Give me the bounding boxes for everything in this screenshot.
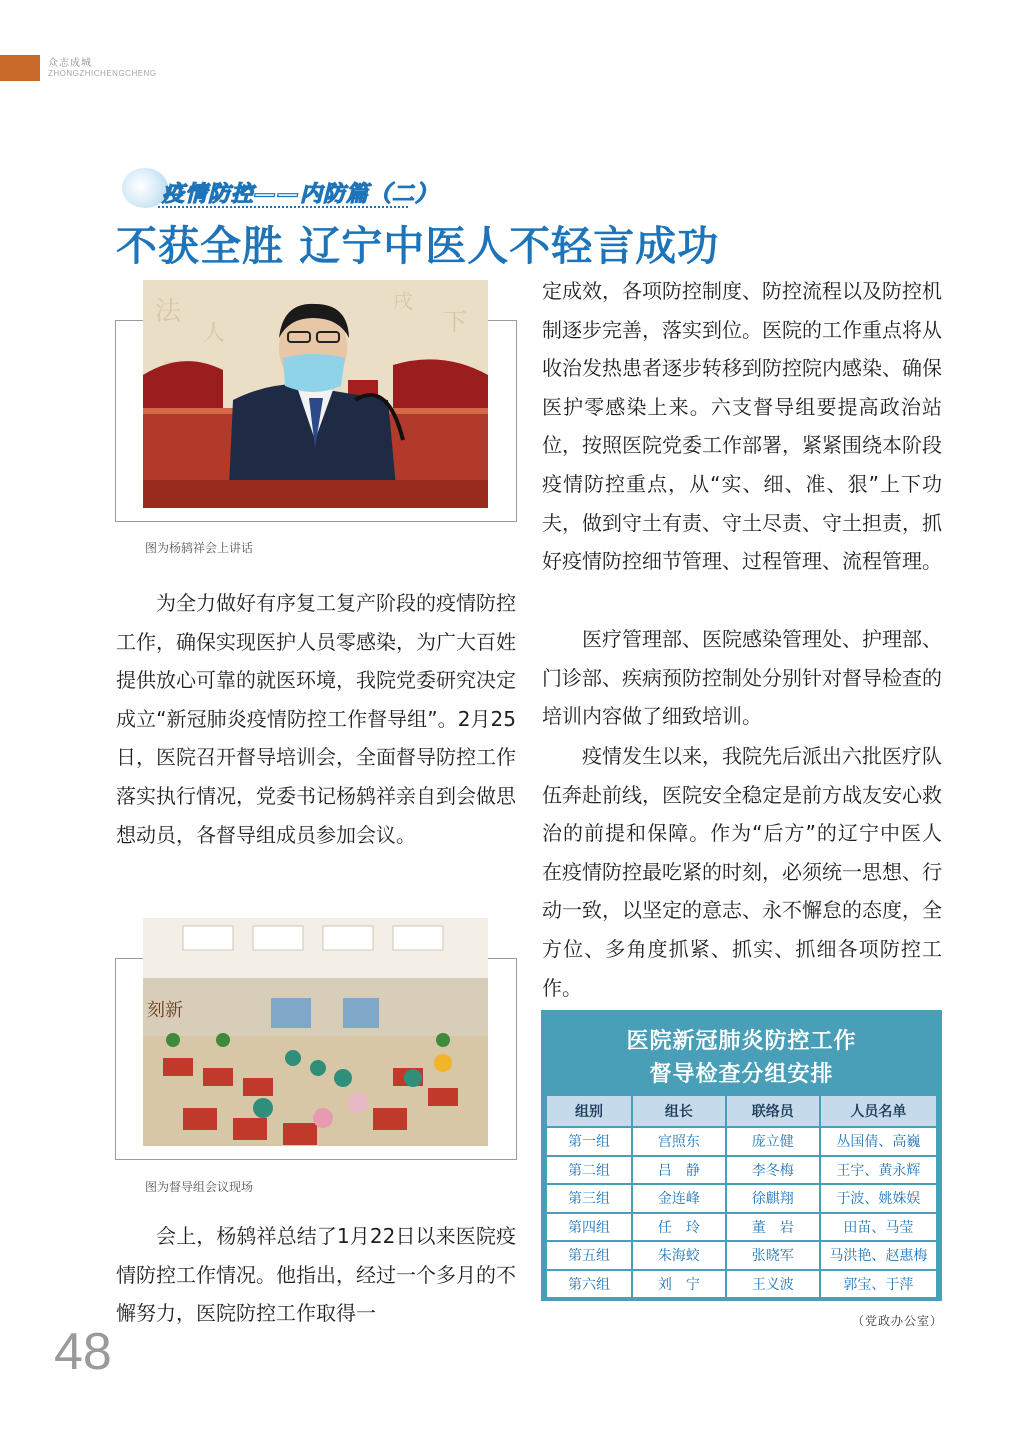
section-pinyin: ZHONGZHICHENGCHENG [48,69,157,78]
table-cell: 刘 宁 [632,1270,726,1299]
table-cell: 第四组 [546,1213,632,1242]
table-row [546,1213,937,1242]
group-table [545,1094,938,1299]
column-header: 人员名单 [820,1095,937,1127]
table-cell: 王义波 [726,1270,820,1299]
meeting-photo [143,918,488,1146]
svg-text:刻新: 刻新 [147,1000,183,1021]
body-paragraph: 会上，杨鸫祥总结了1月22日以来医院疫情防控工作情况。他指出，经过一个多月的不懈努力，医院防控工作取得一 [116,1224,516,1326]
section-name: 众志成城 [48,58,92,69]
table-cell: 庞立健 [726,1127,820,1156]
photo-caption: 图为杨鸫祥会上讲话 [145,541,254,555]
table-cell: 田苗、马莹 [820,1213,937,1242]
table-header-row [546,1095,937,1127]
table-cell: 金连峰 [632,1184,726,1213]
table-cell: 第五组 [546,1241,632,1270]
body-paragraph: 为全力做好有序复工复产阶段的疫情防控工作，确保实现医护人员零感染，为广大百姓提供放心可靠的就医环境，我院党委研究决定成立“新冠肺炎疫情防控工作督导组”。2月25日，医院召开督导培训会，全面督导防控工作落实执行情况，党委书记杨鸫祥亲自到会做思想动员，各督导组成员参加会议。 [116,591,516,847]
header-color-bar [0,55,40,81]
svg-text:法: 法 [155,297,182,327]
kicker-underline [158,206,408,208]
column-header: 组别 [546,1095,632,1127]
photo-caption: 图为督导组会议现场 [145,1180,254,1194]
table-cell: 吕 静 [632,1156,726,1185]
table-cell: 王宇、黄永辉 [820,1156,937,1185]
table-cell: 徐麒翔 [726,1184,820,1213]
table-cell: 丛国倩、高巍 [820,1127,937,1156]
table-cell: 马洪艳、赵惠梅 [820,1241,937,1270]
table-row [546,1184,937,1213]
body-paragraph: 医疗管理部、医院感染管理处、护理部、门诊部、疾病预防控制处分别针对督导检查的培训内容做了细致培训。 [542,627,942,729]
table-cell: 张晓军 [726,1241,820,1270]
column-header: 组长 [632,1095,726,1127]
table-title-line1: 医院新冠肺炎防控工作 [626,1029,857,1054]
column-header: 联络员 [726,1095,820,1127]
svg-text:人: 人 [203,321,226,346]
body-paragraph: 疫情发生以来，我院先后派出六批医疗队伍奔赴前线，医院安全稳定是前方战友安心救治的前提和保障。作为“后方”的辽宁中医人在疫情防控最吃紧的时刻，必须统一思想、行动一致，以坚定的意志、永不懈怠的态度，全方位、多角度抓紧、抓实、抓细各项防控工作。 [542,744,942,1000]
table-cell: 郭宝、于萍 [820,1270,937,1299]
table-cell: 任 玲 [632,1213,726,1242]
kicker-label: 疫情防控——内防篇（二） [162,182,439,207]
speaker-photo [143,280,488,508]
svg-text:下: 下 [443,308,467,336]
page-number: 48 [54,1323,112,1381]
group-assignment-box [541,1010,942,1301]
table-cell: 宫照东 [632,1127,726,1156]
table-cell: 董 岩 [726,1213,820,1242]
table-cell: 第二组 [546,1156,632,1185]
source-credit: （党政办公室） [852,1314,944,1328]
table-row [546,1241,937,1270]
body-paragraph: 定成效，各项防控制度、防控流程以及防控机制逐步完善，落实到位。医院的工作重点将从收治发热患者逐步转移到防控院内感染、确保医护零感染上来。六支督导组要提高政治站位，按照医院党委工作部署，紧紧围绕本阶段疫情防控重点，从“实、细、准、狠”上下功夫，做到守土有责、守土尽责、守土担责，抓好疫情防控细节管理、过程管理、流程管理。 [542,279,942,574]
svg-text:戌: 戌 [393,289,413,313]
table-row [546,1127,937,1156]
table-cell: 朱海蛟 [632,1241,726,1270]
article-title: 不获全胜 辽宁中医人不轻言成功 [116,222,720,270]
table-cell: 于波、姚姝娱 [820,1184,937,1213]
table-cell: 第六组 [546,1270,632,1299]
table-row [546,1270,937,1299]
table-cell: 李冬梅 [726,1156,820,1185]
table-cell: 第一组 [546,1127,632,1156]
table-row [546,1156,937,1185]
table-cell: 第三组 [546,1184,632,1213]
table-title-line2: 督导检查分组安排 [649,1062,834,1087]
